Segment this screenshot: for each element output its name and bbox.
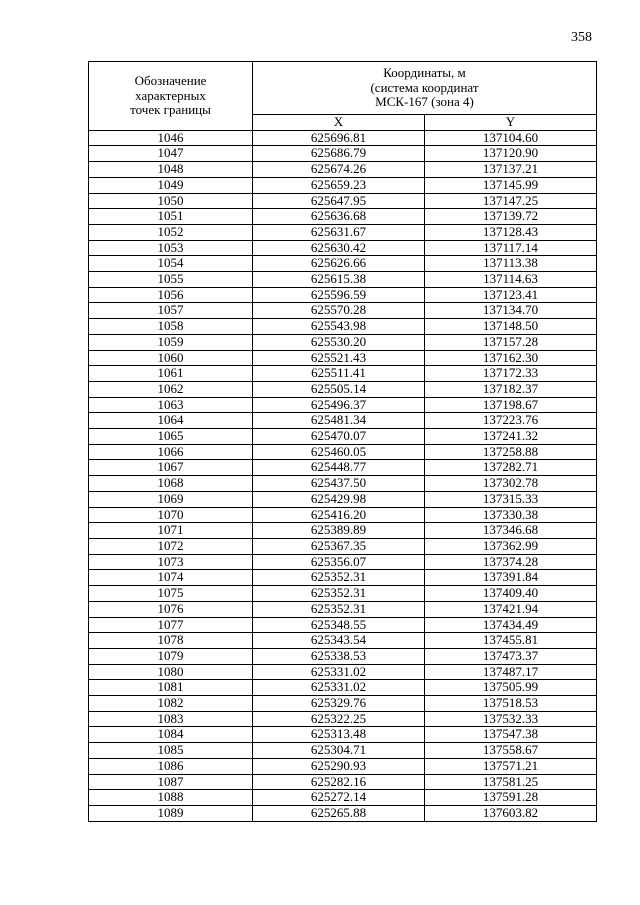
y-coordinate-cell: 137120.90 (425, 146, 597, 162)
point-id-cell: 1086 (89, 758, 253, 774)
y-coordinate-cell: 137591.28 (425, 790, 597, 806)
table-row (89, 303, 597, 319)
table-row (89, 240, 597, 256)
table-row (89, 350, 597, 366)
point-id-cell: 1087 (89, 774, 253, 790)
table-row (89, 429, 597, 445)
table-row (89, 460, 597, 476)
point-id-cell: 1056 (89, 287, 253, 303)
point-id-cell: 1062 (89, 381, 253, 397)
table-row (89, 711, 597, 727)
y-coordinate-cell: 137162.30 (425, 350, 597, 366)
x-coordinate-cell: 625674.26 (253, 162, 425, 178)
y-coordinate-cell: 137145.99 (425, 177, 597, 193)
y-coordinate-cell: 137137.21 (425, 162, 597, 178)
point-id-cell: 1047 (89, 146, 253, 162)
point-id-cell: 1057 (89, 303, 253, 319)
x-coordinate-cell: 625313.48 (253, 727, 425, 743)
coords-label-line: МСК-167 (зона 4) (375, 94, 474, 110)
y-coordinate-cell: 137330.38 (425, 507, 597, 523)
x-coordinate-cell: 625429.98 (253, 491, 425, 507)
table-body (89, 130, 597, 821)
coordinates-header (253, 62, 597, 115)
table-row (89, 491, 597, 507)
x-coordinate-cell: 625389.89 (253, 523, 425, 539)
x-coordinate-cell: 625352.31 (253, 586, 425, 602)
table-row (89, 381, 597, 397)
table-row (89, 287, 597, 303)
x-coordinate-cell: 625331.02 (253, 680, 425, 696)
x-coordinate-cell: 625647.95 (253, 193, 425, 209)
y-coordinate-cell: 137374.28 (425, 554, 597, 570)
x-coordinate-cell: 625338.53 (253, 648, 425, 664)
x-coordinate-cell: 625272.14 (253, 790, 425, 806)
y-coordinate-cell: 137302.78 (425, 476, 597, 492)
table-row (89, 790, 597, 806)
point-id-cell: 1046 (89, 130, 253, 146)
table-row (89, 727, 597, 743)
y-coordinate-cell: 137315.33 (425, 491, 597, 507)
x-coordinate-cell: 625290.93 (253, 758, 425, 774)
point-label-line: характерных (135, 87, 206, 103)
y-header: Y (425, 115, 597, 131)
table-row (89, 696, 597, 712)
point-id-cell: 1064 (89, 413, 253, 429)
x-coordinate-cell: 625636.68 (253, 209, 425, 225)
point-id-cell: 1083 (89, 711, 253, 727)
point-id-cell: 1068 (89, 476, 253, 492)
table-row (89, 256, 597, 272)
table-row (89, 586, 597, 602)
table-row (89, 444, 597, 460)
point-id-cell: 1079 (89, 648, 253, 664)
point-id-cell: 1078 (89, 633, 253, 649)
table-row (89, 334, 597, 350)
table-row (89, 209, 597, 225)
y-coordinate-cell: 137421.94 (425, 601, 597, 617)
coordinates-table (88, 61, 597, 822)
table-row (89, 366, 597, 382)
y-coordinate-cell: 137128.43 (425, 224, 597, 240)
y-coordinate-cell: 137547.38 (425, 727, 597, 743)
point-id-cell: 1070 (89, 507, 253, 523)
x-coordinate-cell: 625626.66 (253, 256, 425, 272)
y-coordinate-cell: 137434.49 (425, 617, 597, 633)
y-coordinate-cell: 137113.38 (425, 256, 597, 272)
point-id-cell: 1080 (89, 664, 253, 680)
x-coordinate-cell: 625505.14 (253, 381, 425, 397)
point-id-cell: 1084 (89, 727, 253, 743)
x-coordinate-cell: 625481.34 (253, 413, 425, 429)
x-coordinate-cell: 625659.23 (253, 177, 425, 193)
table-row (89, 507, 597, 523)
x-coordinate-cell: 625265.88 (253, 805, 425, 821)
x-coordinate-cell: 625686.79 (253, 146, 425, 162)
point-id-cell: 1069 (89, 491, 253, 507)
x-coordinate-cell: 625631.67 (253, 224, 425, 240)
point-id-cell: 1050 (89, 193, 253, 209)
x-coordinate-cell: 625416.20 (253, 507, 425, 523)
point-label-header (89, 62, 253, 131)
y-coordinate-cell: 137603.82 (425, 805, 597, 821)
x-coordinate-cell: 625596.59 (253, 287, 425, 303)
x-coordinate-cell: 625352.31 (253, 601, 425, 617)
x-coordinate-cell: 625448.77 (253, 460, 425, 476)
point-label-line: Обозначение (134, 72, 207, 88)
point-id-cell: 1048 (89, 162, 253, 178)
point-id-cell: 1065 (89, 429, 253, 445)
y-coordinate-cell: 137148.50 (425, 319, 597, 335)
table-row (89, 193, 597, 209)
x-coordinate-cell: 625570.28 (253, 303, 425, 319)
x-coordinate-cell: 625367.35 (253, 538, 425, 554)
x-coordinate-cell: 625530.20 (253, 334, 425, 350)
point-id-cell: 1059 (89, 334, 253, 350)
point-id-cell: 1051 (89, 209, 253, 225)
x-coordinate-cell: 625352.31 (253, 570, 425, 586)
y-coordinate-cell: 137223.76 (425, 413, 597, 429)
table-row (89, 538, 597, 554)
y-coordinate-cell: 137346.68 (425, 523, 597, 539)
y-coordinate-cell: 137123.41 (425, 287, 597, 303)
y-coordinate-cell: 137391.84 (425, 570, 597, 586)
point-id-cell: 1073 (89, 554, 253, 570)
point-id-cell: 1052 (89, 224, 253, 240)
table-row (89, 743, 597, 759)
point-id-cell: 1081 (89, 680, 253, 696)
page-number: 358 (571, 30, 592, 45)
table-row (89, 648, 597, 664)
table-row (89, 319, 597, 335)
y-coordinate-cell: 137198.67 (425, 397, 597, 413)
y-coordinate-cell: 137409.40 (425, 586, 597, 602)
point-id-cell: 1089 (89, 805, 253, 821)
x-coordinate-cell: 625348.55 (253, 617, 425, 633)
table-row (89, 664, 597, 680)
point-id-cell: 1088 (89, 790, 253, 806)
y-coordinate-cell: 137455.81 (425, 633, 597, 649)
y-coordinate-cell: 137258.88 (425, 444, 597, 460)
point-id-cell: 1063 (89, 397, 253, 413)
y-coordinate-cell: 137147.25 (425, 193, 597, 209)
x-coordinate-cell: 625331.02 (253, 664, 425, 680)
y-coordinate-cell: 137172.33 (425, 366, 597, 382)
y-coordinate-cell: 137182.37 (425, 381, 597, 397)
point-id-cell: 1075 (89, 586, 253, 602)
table-row (89, 177, 597, 193)
table-row (89, 130, 597, 146)
table-row (89, 224, 597, 240)
point-id-cell: 1058 (89, 319, 253, 335)
point-id-cell: 1072 (89, 538, 253, 554)
table-row (89, 633, 597, 649)
y-coordinate-cell: 137117.14 (425, 240, 597, 256)
y-coordinate-cell: 137505.99 (425, 680, 597, 696)
table-row (89, 146, 597, 162)
x-coordinate-cell: 625282.16 (253, 774, 425, 790)
x-coordinate-cell: 625343.54 (253, 633, 425, 649)
y-coordinate-cell: 137581.25 (425, 774, 597, 790)
table-row (89, 523, 597, 539)
y-coordinate-cell: 137104.60 (425, 130, 597, 146)
table-row (89, 413, 597, 429)
y-coordinate-cell: 137362.99 (425, 538, 597, 554)
table-row (89, 162, 597, 178)
point-id-cell: 1067 (89, 460, 253, 476)
x-header: X (253, 115, 425, 131)
x-coordinate-cell: 625470.07 (253, 429, 425, 445)
point-id-cell: 1049 (89, 177, 253, 193)
x-coordinate-cell: 625322.25 (253, 711, 425, 727)
y-coordinate-cell: 137571.21 (425, 758, 597, 774)
table-row (89, 601, 597, 617)
point-id-cell: 1054 (89, 256, 253, 272)
x-coordinate-cell: 625304.71 (253, 743, 425, 759)
y-coordinate-cell: 137558.67 (425, 743, 597, 759)
point-id-cell: 1076 (89, 601, 253, 617)
table-row (89, 476, 597, 492)
point-id-cell: 1066 (89, 444, 253, 460)
table-row (89, 272, 597, 288)
table-row (89, 554, 597, 570)
y-coordinate-cell: 137532.33 (425, 711, 597, 727)
point-id-cell: 1060 (89, 350, 253, 366)
x-coordinate-cell: 625460.05 (253, 444, 425, 460)
y-coordinate-cell: 137139.72 (425, 209, 597, 225)
coords-label-line: Координаты, м (383, 64, 466, 80)
x-coordinate-cell: 625615.38 (253, 272, 425, 288)
point-id-cell: 1082 (89, 696, 253, 712)
y-coordinate-cell: 137114.63 (425, 272, 597, 288)
coords-label-line: (система координат (370, 79, 479, 95)
x-coordinate-cell: 625630.42 (253, 240, 425, 256)
x-coordinate-cell: 625496.37 (253, 397, 425, 413)
x-coordinate-cell: 625696.81 (253, 130, 425, 146)
x-coordinate-cell: 625543.98 (253, 319, 425, 335)
x-coordinate-cell: 625329.76 (253, 696, 425, 712)
y-coordinate-cell: 137157.28 (425, 334, 597, 350)
table-row (89, 774, 597, 790)
table-row (89, 805, 597, 821)
x-coordinate-cell: 625521.43 (253, 350, 425, 366)
point-id-cell: 1061 (89, 366, 253, 382)
y-coordinate-cell: 137518.53 (425, 696, 597, 712)
y-coordinate-cell: 137473.37 (425, 648, 597, 664)
point-id-cell: 1055 (89, 272, 253, 288)
y-coordinate-cell: 137487.17 (425, 664, 597, 680)
point-id-cell: 1071 (89, 523, 253, 539)
table-row (89, 570, 597, 586)
y-coordinate-cell: 137282.71 (425, 460, 597, 476)
x-coordinate-cell: 625356.07 (253, 554, 425, 570)
table-row (89, 617, 597, 633)
point-label-line: точек границы (130, 102, 211, 118)
point-id-cell: 1077 (89, 617, 253, 633)
y-coordinate-cell: 137134.70 (425, 303, 597, 319)
table-row (89, 758, 597, 774)
table-row (89, 397, 597, 413)
point-id-cell: 1074 (89, 570, 253, 586)
x-coordinate-cell: 625437.50 (253, 476, 425, 492)
x-coordinate-cell: 625511.41 (253, 366, 425, 382)
table-row (89, 680, 597, 696)
point-id-cell: 1085 (89, 743, 253, 759)
y-coordinate-cell: 137241.32 (425, 429, 597, 445)
point-id-cell: 1053 (89, 240, 253, 256)
